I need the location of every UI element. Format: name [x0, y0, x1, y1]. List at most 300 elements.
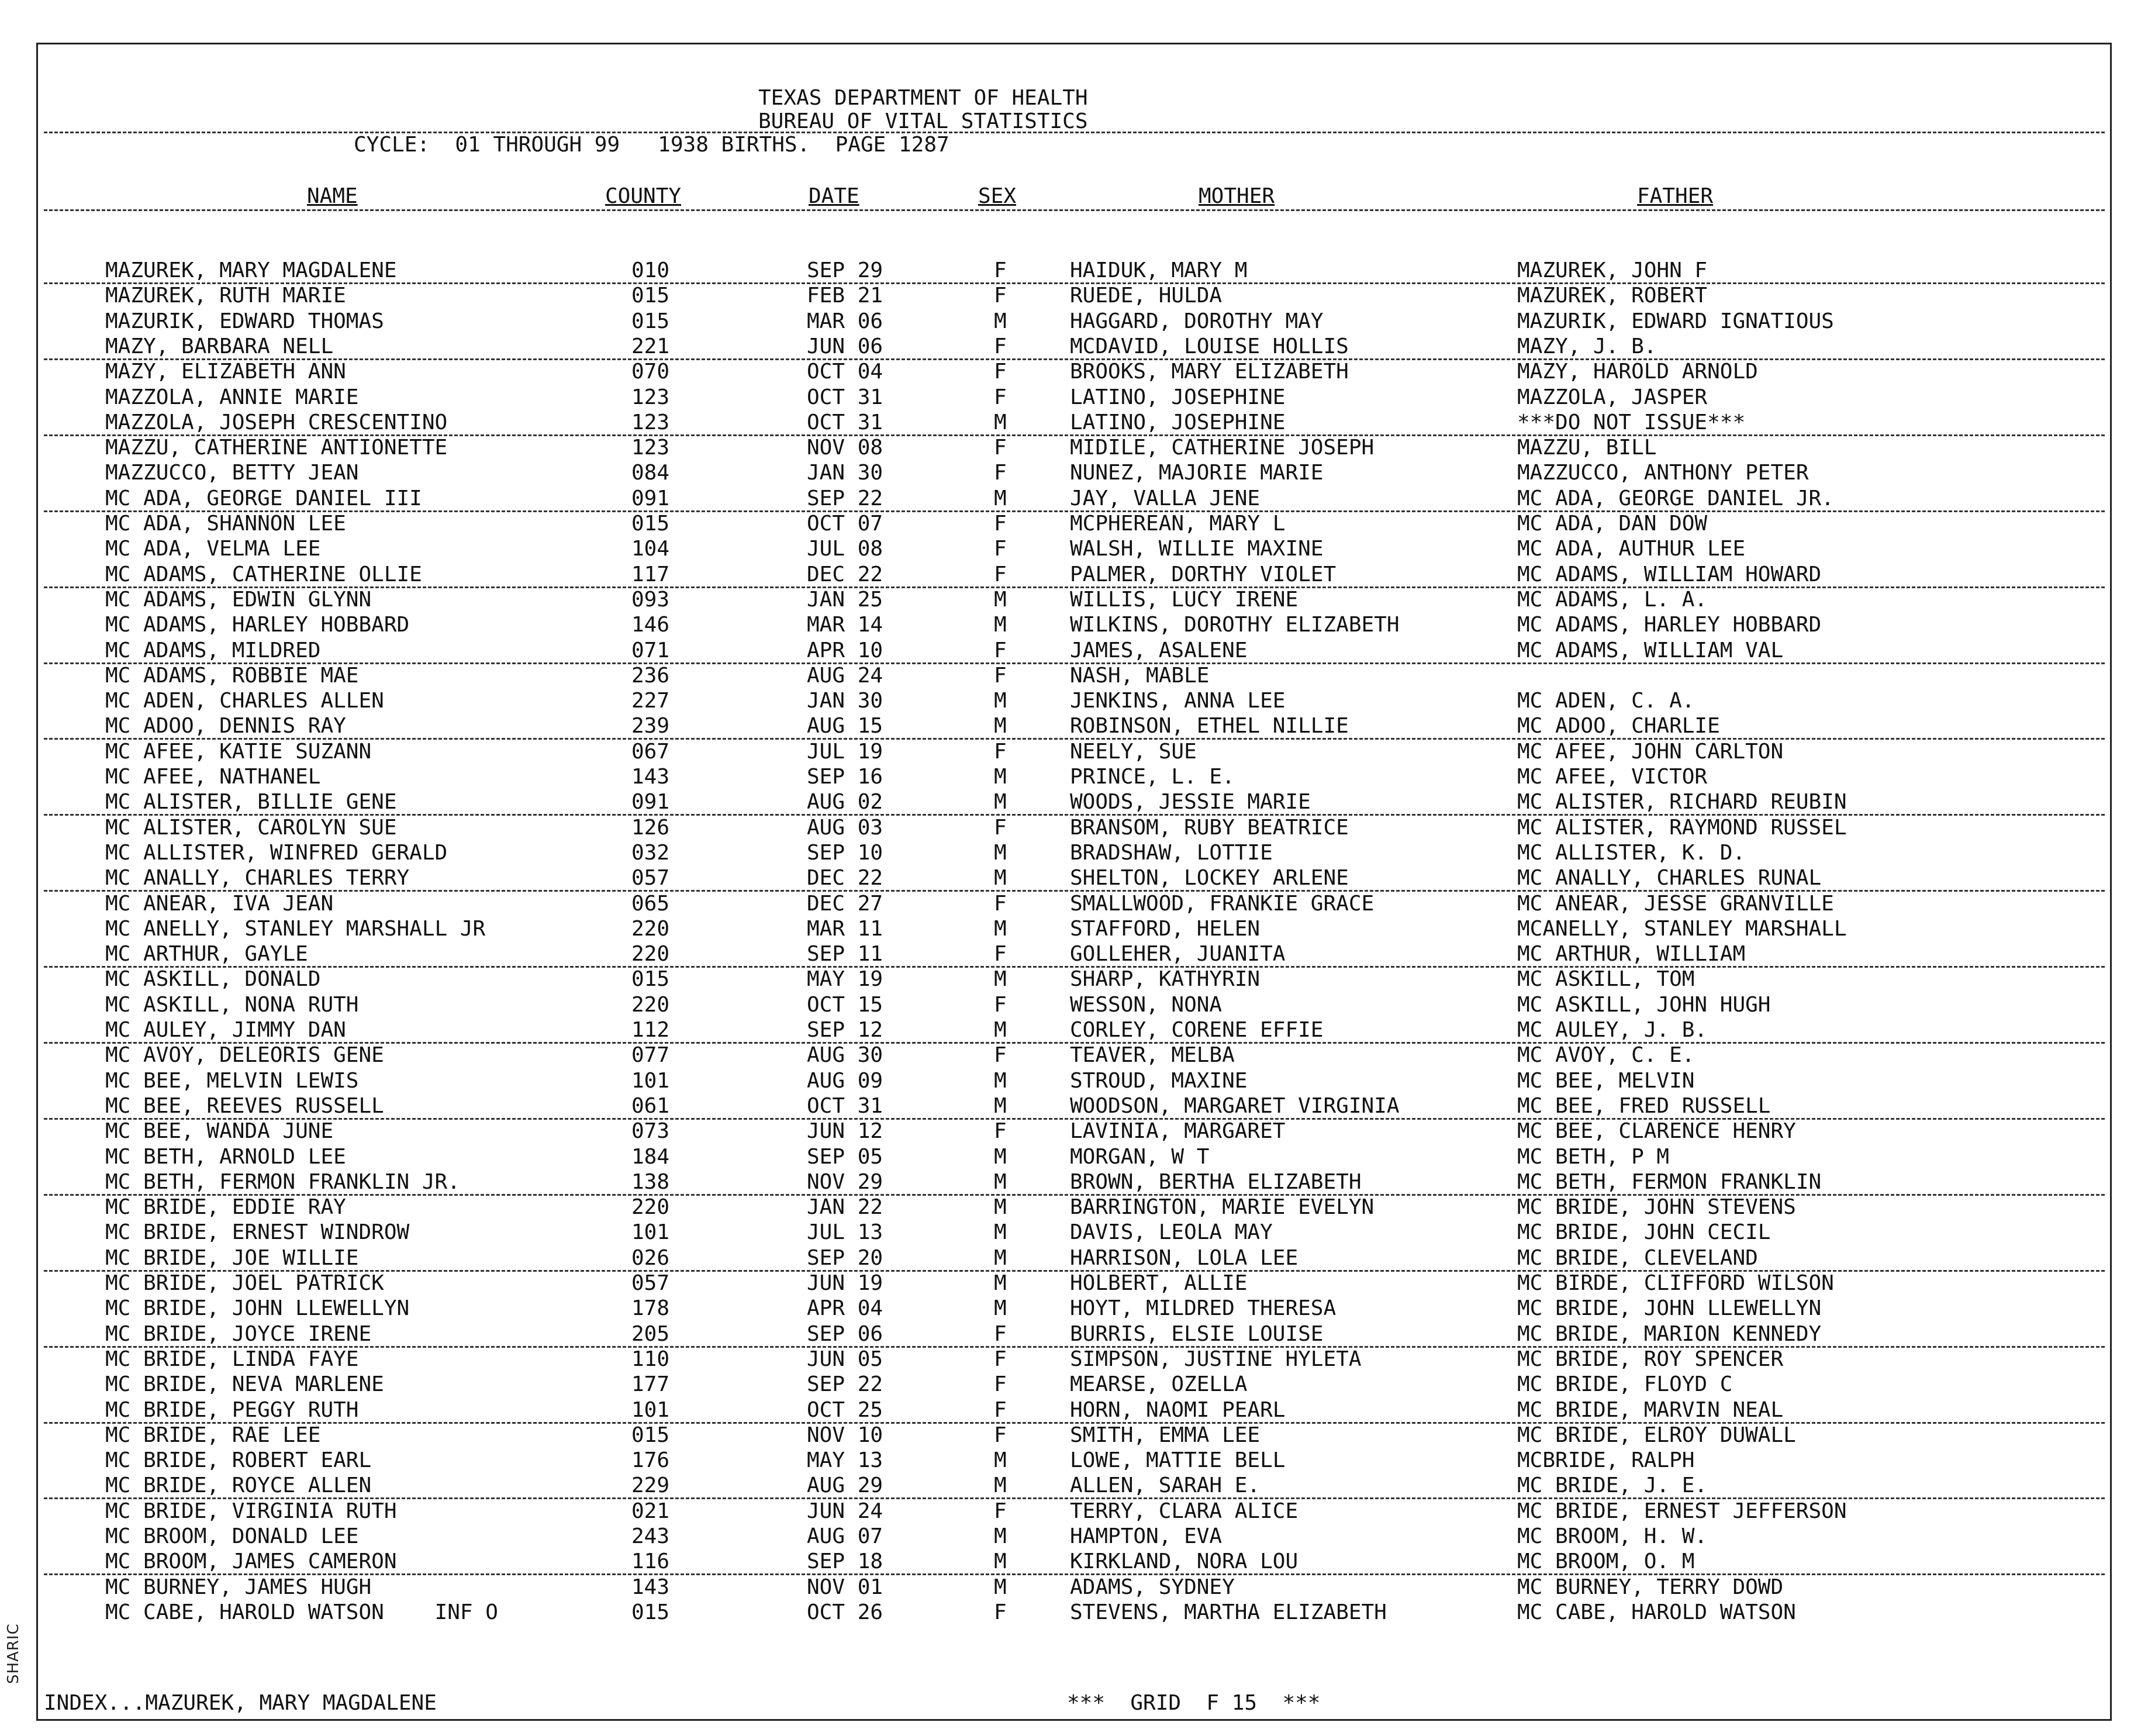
record-mother: TEAVER, MELBA	[1070, 1043, 1235, 1068]
table-row	[0, 1045, 2105, 1070]
record-date: MAY 19	[807, 967, 883, 992]
table-row	[0, 1093, 2105, 1121]
table-row	[0, 1397, 2105, 1425]
table-row	[0, 893, 2105, 919]
record-father: MC ADOO, CHARLIE	[1517, 714, 1720, 738]
record-county: 110	[631, 1347, 670, 1371]
record-mother: NASH, MABLE	[1070, 663, 1210, 688]
record-date: JUN 12	[807, 1119, 883, 1144]
record-mother: LATINO, JOSEPHINE	[1070, 410, 1286, 434]
record-name: MC ANELLY, STANLEY MARSHALL JR	[105, 916, 486, 941]
table-row	[0, 539, 2105, 564]
record-date: SEP 06	[807, 1321, 883, 1346]
table-row	[0, 1321, 2105, 1349]
record-sex: F	[994, 638, 1007, 662]
record-date: NOV 01	[807, 1575, 883, 1599]
table-row	[0, 868, 2105, 893]
table-row	[0, 285, 2105, 310]
record-mother: WOODS, JESSIE MARIE	[1070, 790, 1311, 814]
table-row	[0, 840, 2105, 868]
record-county: 101	[631, 1397, 670, 1422]
record-date: SEP 18	[807, 1549, 883, 1574]
record-name: MC ANEAR, IVA JEAN	[105, 891, 334, 916]
record-mother: BRADSHAW, LOTTIE	[1070, 840, 1273, 865]
record-mother: WOODSON, MARGARET VIRGINIA	[1070, 1093, 1400, 1118]
record-date: OCT 31	[807, 1093, 883, 1118]
record-county: 123	[631, 436, 670, 460]
record-sex: F	[994, 1347, 1007, 1371]
record-mother: KIRKLAND, NORA LOU	[1070, 1549, 1299, 1574]
record-county: 146	[631, 613, 670, 637]
record-mother: BURRIS, ELSIE LOUISE	[1070, 1321, 1324, 1346]
record-father: MC BEE, MELVIN	[1517, 1068, 1695, 1093]
record-county: 021	[631, 1499, 670, 1523]
record-name: MC BRIDE, ERNEST WINDROW	[105, 1220, 410, 1245]
record-name: MC ADAMS, CATHERINE OLLIE	[105, 562, 422, 586]
record-father: MC BIRDE, CLIFFORD WILSON	[1517, 1271, 1834, 1295]
record-father: MC BRIDE, CLEVELAND	[1517, 1245, 1758, 1270]
record-county: 015	[631, 1423, 670, 1447]
table-row	[0, 1501, 2105, 1526]
record-mother: PALMER, DORTHY VIOLET	[1070, 562, 1337, 586]
record-mother: HOYT, MILDRED THERESA	[1070, 1296, 1337, 1321]
record-sex: F	[994, 1043, 1007, 1068]
record-county: 010	[631, 258, 670, 282]
record-date: APR 10	[807, 638, 883, 662]
record-date: AUG 07	[807, 1524, 883, 1548]
record-county: 239	[631, 714, 670, 738]
table-row	[0, 1450, 2105, 1475]
record-name: MC AFEE, KATIE SUZANN	[105, 739, 372, 764]
record-date: AUG 24	[807, 663, 883, 688]
record-date: OCT 15	[807, 992, 883, 1017]
record-date: DEC 22	[807, 866, 883, 891]
record-name: MAZZOLA, JOSEPH CRESCENTINO	[105, 410, 448, 434]
record-name: MC ADA, VELMA LEE	[105, 537, 321, 561]
table-row	[0, 992, 2105, 1020]
side-label: SHARIC	[5, 1623, 22, 1684]
record-father: MC ADAMS, L. A.	[1517, 587, 1708, 612]
record-county: 205	[631, 1321, 670, 1346]
record-mother: LATINO, JOSEPHINE	[1070, 385, 1286, 409]
record-sex: F	[994, 739, 1007, 764]
table-row	[0, 260, 2105, 285]
record-date: MAY 13	[807, 1448, 883, 1473]
record-mother: MIDILE, CATHERINE JOSEPH	[1070, 436, 1375, 460]
record-father: MC ANALLY, CHARLES RUNAL	[1517, 866, 1822, 891]
column-separator	[44, 209, 2105, 211]
record-sex: M	[994, 967, 1007, 992]
record-name: MC AULEY, JIMMY DAN	[105, 1018, 346, 1042]
table-row	[0, 463, 2105, 488]
record-father: MC ALLISTER, K. D.	[1517, 840, 1746, 865]
record-mother: STAFFORD, HELEN	[1070, 916, 1261, 941]
record-sex: F	[994, 385, 1007, 409]
record-date: NOV 08	[807, 436, 883, 460]
record-mother: JENKINS, ANNA LEE	[1070, 689, 1286, 713]
record-father: MC ALISTER, RICHARD REUBIN	[1517, 790, 1847, 814]
record-sex: F	[994, 1397, 1007, 1422]
record-father: MC AVOY, C. E.	[1517, 1043, 1695, 1068]
record-county: 101	[631, 1068, 670, 1093]
record-date: JUL 19	[807, 739, 883, 764]
record-name: MC ASKILL, NONA RUTH	[105, 992, 359, 1017]
record-mother: GOLLEHER, JUANITA	[1070, 942, 1286, 967]
record-father: MC BETH, FERMON FRANKLIN	[1517, 1169, 1822, 1194]
record-father: MAZZUCCO, ANTHONY PETER	[1517, 461, 1809, 485]
record-mother: JAMES, ASALENE	[1070, 638, 1248, 662]
record-date: AUG 15	[807, 714, 883, 738]
table-row	[0, 665, 2105, 691]
record-county: 176	[631, 1448, 670, 1473]
record-name: MC BRIDE, NEVA MARLENE	[105, 1372, 384, 1397]
record-date: AUG 03	[807, 815, 883, 840]
record-date: JUL 08	[807, 537, 883, 561]
record-sex: M	[994, 840, 1007, 865]
record-county: 101	[631, 1220, 670, 1245]
record-name: MC BETH, ARNOLD LEE	[105, 1144, 346, 1169]
table-row	[0, 1374, 2105, 1399]
record-father: MC BRIDE, MARION KENNEDY	[1517, 1321, 1822, 1346]
record-name: MC ADAMS, ROBBIE MAE	[105, 663, 359, 688]
record-date: OCT 26	[807, 1600, 883, 1624]
record-name: MAZY, BARBARA NELL	[105, 334, 334, 358]
table-row	[0, 969, 2105, 994]
record-date: SEP 22	[807, 1372, 883, 1397]
record-county: 143	[631, 1575, 670, 1599]
record-date: NOV 10	[807, 1423, 883, 1447]
record-name: MAZUREK, MARY MAGDALENE	[105, 258, 397, 282]
record-date: JAN 30	[807, 461, 883, 485]
record-father: MAZUREK, JOHN F	[1517, 258, 1708, 282]
record-father: MC BRIDE, MARVIN NEAL	[1517, 1397, 1784, 1422]
record-sex: F	[994, 891, 1007, 916]
record-county: 220	[631, 1195, 670, 1220]
record-father: MC BRIDE, JOHN STEVENS	[1517, 1195, 1796, 1220]
record-county: 015	[631, 967, 670, 992]
record-sex: M	[994, 1144, 1007, 1169]
record-sex: F	[994, 815, 1007, 840]
record-sex: F	[994, 360, 1007, 384]
record-father: MC ADA, AUTHUR LEE	[1517, 537, 1746, 561]
table-row	[0, 1197, 2105, 1222]
record-father: MC BEE, CLARENCE HENRY	[1517, 1119, 1796, 1144]
record-date: AUG 30	[807, 1043, 883, 1068]
record-county: 123	[631, 410, 670, 434]
record-father: MCBRIDE, RALPH	[1517, 1448, 1695, 1473]
record-name: MC ADAMS, EDWIN GLYNN	[105, 587, 372, 612]
record-father: MC ADAMS, WILLIAM VAL	[1517, 638, 1784, 662]
record-father: MC BROOM, O. M	[1517, 1549, 1695, 1574]
record-mother: CORLEY, CORENE EFFIE	[1070, 1018, 1324, 1042]
record-name: MC BRIDE, JOHN LLEWELLYN	[105, 1296, 410, 1321]
record-county: 184	[631, 1144, 670, 1169]
record-sex: M	[994, 1195, 1007, 1220]
table-row	[0, 1349, 2105, 1374]
record-sex: M	[994, 866, 1007, 891]
record-father: MC ADA, GEORGE DANIEL JR.	[1517, 486, 1834, 510]
table-row	[0, 1068, 2105, 1096]
record-county: 123	[631, 385, 670, 409]
record-name: MC BRIDE, JOE WILLIE	[105, 1245, 359, 1270]
record-mother: ALLEN, SARAH E.	[1070, 1473, 1261, 1498]
record-county: 032	[631, 840, 670, 865]
record-county: 057	[631, 866, 670, 891]
table-row	[0, 1425, 2105, 1450]
record-father: MC AFEE, VICTOR	[1517, 765, 1708, 789]
record-sex: M	[994, 1018, 1007, 1042]
record-name: MAZZUCCO, BETTY JEAN	[105, 461, 359, 485]
record-father: MC BRIDE, FLOYD C	[1517, 1372, 1733, 1397]
record-sex: F	[994, 992, 1007, 1017]
record-county: 015	[631, 512, 670, 536]
record-county: 091	[631, 486, 670, 510]
record-name: MAZUREK, RUTH MARIE	[105, 284, 346, 308]
record-sex: F	[994, 1423, 1007, 1447]
record-name: MC ADA, GEORGE DANIEL III	[105, 486, 422, 510]
record-mother: LAVINIA, MARGARET	[1070, 1119, 1286, 1144]
record-sex: M	[994, 309, 1007, 333]
record-mother: MCDAVID, LOUISE HOLLIS	[1070, 334, 1349, 358]
record-county: 178	[631, 1296, 670, 1321]
record-father: MC ARTHUR, WILLIAM	[1517, 942, 1746, 967]
record-county: 071	[631, 638, 670, 662]
record-father: MC CABE, HAROLD WATSON	[1517, 1600, 1796, 1624]
record-name: MC ADOO, DENNIS RAY	[105, 714, 346, 738]
record-sex: M	[994, 1093, 1007, 1118]
record-date: AUG 29	[807, 1473, 883, 1498]
record-mother: NEELY, SUE	[1070, 739, 1197, 764]
record-date: SEP 29	[807, 258, 883, 282]
record-father: MC BROOM, H. W.	[1517, 1524, 1708, 1548]
record-father: MC BEE, FRED RUSSELL	[1517, 1093, 1771, 1118]
record-sex: M	[994, 1549, 1007, 1574]
record-mother: HAMPTON, EVA	[1070, 1524, 1223, 1548]
record-mother: RUEDE, HULDA	[1070, 284, 1223, 308]
record-mother: HAGGARD, DOROTHY MAY	[1070, 309, 1324, 333]
record-sex: M	[994, 1524, 1007, 1548]
record-father: MC ASKILL, JOHN HUGH	[1517, 992, 1771, 1017]
record-county: 065	[631, 891, 670, 916]
record-sex: M	[994, 689, 1007, 713]
record-date: JUN 24	[807, 1499, 883, 1523]
table-row	[0, 1577, 2105, 1602]
record-name: MC BRIDE, PEGGY RUTH	[105, 1397, 359, 1422]
record-sex: F	[994, 284, 1007, 308]
record-name: MC BEE, REEVES RUSSELL	[105, 1093, 384, 1118]
record-county: 077	[631, 1043, 670, 1068]
record-county: 070	[631, 360, 670, 384]
record-name: MC BRIDE, RAE LEE	[105, 1423, 321, 1447]
record-sex: M	[994, 1296, 1007, 1321]
record-date: JUN 19	[807, 1271, 883, 1295]
record-county: 221	[631, 334, 670, 358]
record-date: AUG 09	[807, 1068, 883, 1093]
record-date: SEP 10	[807, 840, 883, 865]
record-mother: BARRINGTON, MARIE EVELYN	[1070, 1195, 1375, 1220]
record-county: 112	[631, 1018, 670, 1042]
record-father: MC AULEY, J. B.	[1517, 1018, 1708, 1042]
record-name: MC AFEE, NATHANEL	[105, 765, 321, 789]
table-row	[0, 1526, 2105, 1551]
record-father: MC ADEN, C. A.	[1517, 689, 1695, 713]
record-date: OCT 31	[807, 385, 883, 409]
record-name: MC ADEN, CHARLES ALLEN	[105, 689, 384, 713]
record-mother: WALSH, WILLIE MAXINE	[1070, 537, 1324, 561]
record-county: 057	[631, 1271, 670, 1295]
column-father: FATHER	[1637, 184, 1714, 208]
record-date: DEC 27	[807, 891, 883, 916]
table-row	[0, 1144, 2105, 1172]
record-county: 138	[631, 1169, 670, 1194]
record-name: MAZZOLA, ANNIE MARIE	[105, 385, 359, 409]
header-line2: BUREAU OF VITAL STATISTICS	[758, 109, 1088, 133]
record-date: JUN 05	[807, 1347, 883, 1371]
record-father: MAZY, J. B.	[1517, 334, 1657, 358]
table-row	[0, 792, 2105, 817]
record-name: MC ADAMS, MILDRED	[105, 638, 321, 662]
header-separator	[44, 132, 2105, 133]
record-date: OCT 25	[807, 1397, 883, 1422]
table-row	[0, 691, 2105, 716]
record-mother: SHELTON, LOCKEY ARLENE	[1070, 866, 1349, 891]
record-county: 227	[631, 689, 670, 713]
record-county: 084	[631, 461, 670, 485]
record-sex: M	[994, 410, 1007, 434]
record-county: 026	[631, 1245, 670, 1270]
record-sex: F	[994, 258, 1007, 282]
record-father: MC ASKILL, TOM	[1517, 967, 1695, 992]
column-county: COUNTY	[605, 184, 682, 208]
record-mother: HORN, NAOMI PEARL	[1070, 1397, 1286, 1422]
record-father: MC BRIDE, JOHN LLEWELLYN	[1517, 1296, 1822, 1321]
record-father: MAZZOLA, JASPER	[1517, 385, 1708, 409]
table-row	[0, 564, 2105, 589]
footer-index: INDEX...MAZUREK, MARY MAGDALENE	[44, 1691, 437, 1715]
record-mother: NUNEZ, MAJORIE MARIE	[1070, 461, 1324, 485]
record-name: MAZURIK, EDWARD THOMAS	[105, 309, 384, 333]
record-sex: M	[994, 1220, 1007, 1245]
record-county: 143	[631, 765, 670, 789]
column-mother: MOTHER	[1199, 184, 1275, 208]
record-county: 104	[631, 537, 670, 561]
record-name: MC ARTHUR, GAYLE	[105, 942, 308, 967]
record-county: 117	[631, 562, 670, 586]
header-cycle: CYCLE: 01 THROUGH 99 1938 BIRTHS. PAGE 1287	[354, 133, 949, 157]
record-name: MC BRIDE, ROYCE ALLEN	[105, 1473, 372, 1498]
table-row	[0, 1121, 2105, 1146]
record-sex: F	[994, 1119, 1007, 1144]
record-mother: SMITH, EMMA LEE	[1070, 1423, 1261, 1447]
record-date: NOV 29	[807, 1169, 883, 1194]
record-sex: M	[994, 1068, 1007, 1093]
record-date: JAN 22	[807, 1195, 883, 1220]
record-name: MC BRIDE, JOYCE IRENE	[105, 1321, 372, 1346]
record-date: SEP 16	[807, 765, 883, 789]
record-father: MC ADA, DAN DOW	[1517, 512, 1708, 536]
record-date: APR 04	[807, 1296, 883, 1321]
record-mother: JAY, VALLA JENE	[1070, 486, 1261, 510]
record-date: SEP 11	[807, 942, 883, 967]
record-sex: M	[994, 916, 1007, 941]
record-county: 015	[631, 309, 670, 333]
record-county: 015	[631, 1600, 670, 1624]
record-name: MC ASKILL, DONALD	[105, 967, 321, 992]
record-sex: M	[994, 1169, 1007, 1194]
record-date: MAR 14	[807, 613, 883, 637]
record-father: MAZZU, BILL	[1517, 436, 1657, 460]
record-name: MC ADA, SHANNON LEE	[105, 512, 346, 536]
record-date: SEP 05	[807, 1144, 883, 1169]
record-father: MC AFEE, JOHN CARLTON	[1517, 739, 1784, 764]
record-county: 116	[631, 1549, 670, 1574]
record-father: MC ADAMS, HARLEY HOBBARD	[1517, 613, 1822, 637]
record-county: 229	[631, 1473, 670, 1498]
record-father: MC BETH, P M	[1517, 1144, 1670, 1169]
table-row	[0, 1245, 2105, 1273]
record-county: 067	[631, 739, 670, 764]
record-sex: F	[994, 663, 1007, 688]
table-row	[0, 488, 2105, 513]
table-row	[0, 1222, 2105, 1247]
record-county: 126	[631, 815, 670, 840]
record-father: ***DO NOT ISSUE***	[1517, 410, 1746, 434]
record-mother: SHARP, KATHYRIN	[1070, 967, 1261, 992]
record-county: 015	[631, 284, 670, 308]
record-name: MC BRIDE, LINDA FAYE	[105, 1347, 359, 1371]
table-row	[0, 1273, 2105, 1298]
record-mother: BROWN, BERTHA ELIZABETH	[1070, 1169, 1362, 1194]
record-father: MAZY, HAROLD ARNOLD	[1517, 360, 1758, 384]
record-name: MC BROOM, JAMES CAMERON	[105, 1549, 397, 1574]
record-date: OCT 04	[807, 360, 883, 384]
table-row	[0, 311, 2105, 336]
record-name: MAZY, ELIZABETH ANN	[105, 360, 346, 384]
record-sex: F	[994, 334, 1007, 358]
record-name: MC ANALLY, CHARLES TERRY	[105, 866, 410, 891]
record-mother: HAIDUK, MARY M	[1070, 258, 1248, 282]
record-sex: F	[994, 1600, 1007, 1624]
record-name: MC ADAMS, HARLEY HOBBARD	[105, 613, 410, 637]
table-row	[0, 741, 2105, 767]
table-row	[0, 437, 2105, 463]
record-date: DEC 22	[807, 562, 883, 586]
record-mother: SMALLWOOD, FRANKIE GRACE	[1070, 891, 1375, 916]
record-mother: SIMPSON, JUSTINE HYLETA	[1070, 1347, 1362, 1371]
record-father: MC ANEAR, JESSE GRANVILLE	[1517, 891, 1834, 916]
record-sex: F	[994, 436, 1007, 460]
record-father: MC BRIDE, ELROY DUWALL	[1517, 1423, 1796, 1447]
record-sex: M	[994, 613, 1007, 637]
footer-grid: *** GRID F 15 ***	[1067, 1691, 1321, 1715]
table-row	[0, 640, 2105, 665]
record-name: MC BRIDE, JOEL PATRICK	[105, 1271, 384, 1295]
record-mother: ROBINSON, ETHEL NILLIE	[1070, 714, 1349, 738]
record-date: JUN 06	[807, 334, 883, 358]
record-sex: M	[994, 486, 1007, 510]
record-name: MC BRIDE, EDDIE RAY	[105, 1195, 346, 1220]
record-mother: LOWE, MATTIE BELL	[1070, 1448, 1286, 1473]
record-sex: F	[994, 1372, 1007, 1397]
column-sex: SEX	[978, 184, 1017, 208]
record-date: OCT 07	[807, 512, 883, 536]
table-row	[0, 1551, 2105, 1576]
record-county: 091	[631, 790, 670, 814]
record-father: MAZUREK, ROBERT	[1517, 284, 1708, 308]
table-row	[0, 1298, 2105, 1323]
table-row	[0, 916, 2105, 944]
record-father: MCANELLY, STANLEY MARSHALL	[1517, 916, 1847, 941]
